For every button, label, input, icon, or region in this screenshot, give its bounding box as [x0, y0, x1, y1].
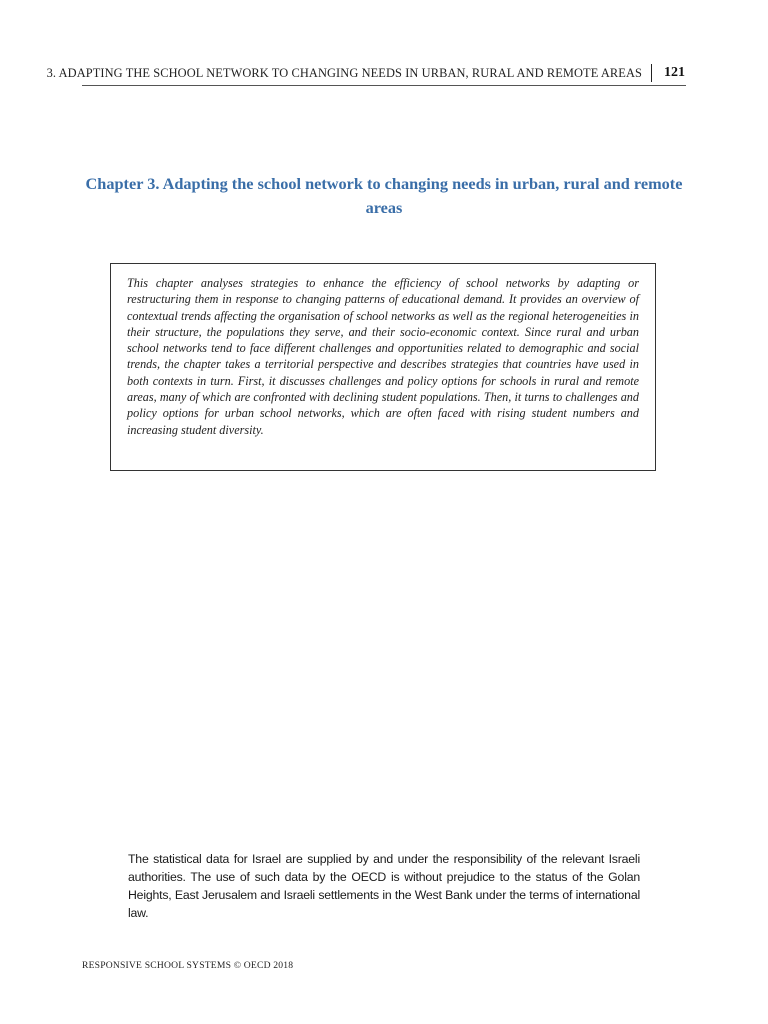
page-number: 121	[664, 65, 685, 80]
header-separator	[651, 64, 652, 82]
chapter-abstract-text: This chapter analyses strategies to enhance the efficiency of school networks by adapting or restructuring them in response to changing patterns of educational demand. It provides an overview of contextual trends affecting the organisation of school networks as well as the regional heterogeneities in their structure, the populations they serve, and their socio-economic context. Since rural and urban school networks tend to face different challenges and opportunities related to demographic and social trends, the chapter takes a territorial perspective and describes strategies that countries have used in both contexts in turn. First, it discusses challenges and policy options for schools in rural and remote areas, many of which are confronted with declining student populations. Then, it turns to challenges and policy options for urban school networks, which are often faced with rising student numbers and increasing student diversity.	[127, 276, 639, 437]
page-header	[46, 61, 686, 86]
chapter-abstract-box	[110, 263, 656, 471]
page-footer: RESPONSIVE SCHOOL SYSTEMS © OECD 2018	[82, 960, 294, 971]
israel-data-footnote: The statistical data for Israel are supplied by and under the responsibility of the relevant Israeli authorities. The use of such data by the OECD is without prejudice to the status of the Golan Heights, East Jerusalem and Israeli settlements in the West Bank under the terms of international law.	[128, 852, 640, 920]
chapter-title: Chapter 3. Adapting the school network to changing needs in urban, rural and remote areas	[85, 174, 683, 217]
running-title: 3. ADAPTING THE SCHOOL NETWORK TO CHANGING NEEDS IN URBAN, RURAL AND REMOTE AREAS	[46, 66, 642, 80]
